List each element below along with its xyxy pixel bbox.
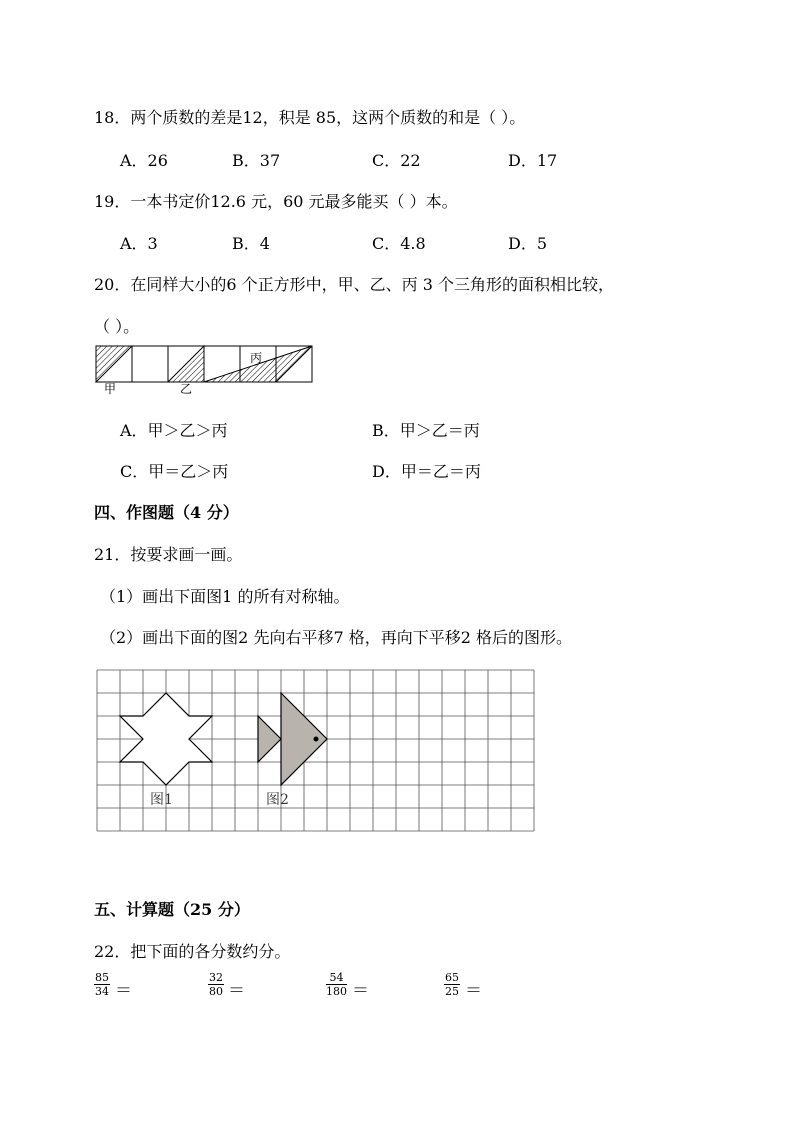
fraction-4-denominator: 25	[445, 985, 459, 998]
question-21-text: 21．按要求画一画。	[94, 545, 243, 564]
q20-option-a[interactable]: A．甲＞乙＞丙	[120, 421, 228, 440]
q18-option-c[interactable]: C．22	[372, 151, 421, 170]
fraction-3-numerator: 54	[326, 971, 347, 985]
section-4-title: 四、作图题（4 分）	[94, 503, 239, 522]
six-squares-figure	[90, 340, 330, 398]
question-20-text: 20．在同样大小的6 个正方形中，甲、乙、丙 3 个三角形的面积相比较，	[94, 275, 614, 294]
fraction-2-denominator: 80	[209, 985, 223, 998]
fraction-2	[208, 971, 224, 998]
fraction-1-equals: ＝	[115, 981, 132, 1001]
q19-option-b[interactable]: B．4	[232, 234, 270, 253]
fraction-4	[444, 971, 460, 998]
label-yi: 乙	[180, 382, 193, 396]
q19-option-c[interactable]: C．4.8	[372, 234, 426, 253]
fraction-1-numerator: 85	[95, 971, 109, 984]
section-5-title: 五、计算题（25 分）	[94, 900, 250, 919]
q20-option-d[interactable]: D．甲＝乙＝丙	[372, 462, 481, 481]
fraction-3-equals: ＝	[352, 981, 369, 1001]
fraction-2-numerator: 32	[209, 971, 223, 984]
question-21-part-2: （2）画出下面的图2 先向右平移7 格，再向下平移2 格后的图形。	[100, 628, 572, 647]
figure-2-fish-eye	[314, 737, 319, 742]
fraction-1-denominator: 34	[95, 985, 109, 998]
question-19-text: 19．一本书定价12.6 元，60 元最多能买（ ）本。	[94, 192, 458, 211]
fraction-4-equals: ＝	[465, 981, 482, 1001]
fraction-2-equals: ＝	[228, 981, 245, 1001]
triangle-jia	[96, 346, 132, 382]
q18-option-b[interactable]: B．37	[232, 151, 281, 170]
q20-option-b[interactable]: B．甲＞乙＝丙	[372, 421, 480, 440]
drawing-grid-figure	[90, 664, 542, 838]
q18-option-a[interactable]: A．26	[120, 151, 168, 170]
fraction-3-denominator: 180	[326, 985, 347, 998]
question-22-text: 22．把下面的各分数约分。	[94, 942, 291, 961]
figure-2-label: 图2	[266, 792, 289, 808]
q20-option-c[interactable]: C．甲＝乙＞丙	[120, 462, 229, 481]
fraction-1	[94, 971, 110, 998]
figure-1-label: 图1	[150, 792, 173, 808]
label-jia: 甲	[104, 382, 117, 396]
question-20-blank: （ ）。	[94, 317, 140, 336]
question-21-part-1: （1）画出下面图1 的所有对称轴。	[100, 587, 350, 606]
q19-option-d[interactable]: D．5	[508, 234, 548, 253]
question-18-text: 18．两个质数的差是12，积是 85，这两个质数的和是（ ）。	[94, 108, 526, 127]
figure-2-fish-tail	[258, 716, 281, 762]
label-bing: 丙	[250, 351, 263, 365]
q18-option-d[interactable]: D．17	[508, 151, 558, 170]
q19-option-a[interactable]: A．3	[120, 234, 158, 253]
fraction-4-numerator: 65	[445, 971, 459, 984]
fraction-3	[326, 971, 347, 998]
triangle-yi	[168, 346, 204, 382]
